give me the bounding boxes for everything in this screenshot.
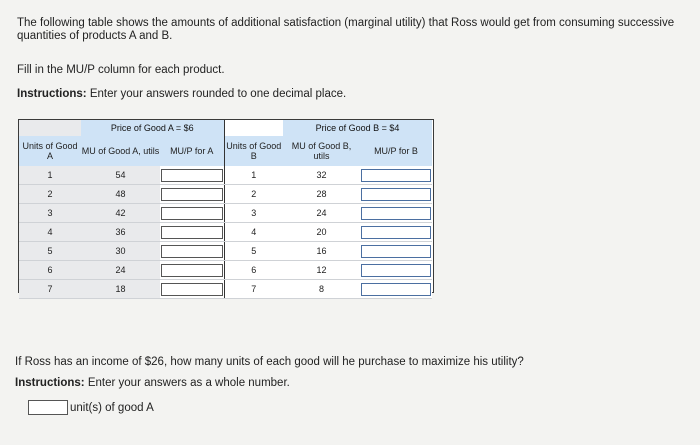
units-b-cell: 6	[224, 261, 283, 280]
mup-a-input[interactable]	[161, 207, 223, 220]
price-b-spacer	[224, 120, 283, 136]
table-row	[19, 185, 432, 204]
table-row	[19, 280, 432, 299]
mup-a-cell	[160, 185, 224, 204]
instructions-1	[17, 88, 346, 100]
mup-b-input[interactable]	[361, 188, 431, 201]
units-a-cell: 3	[19, 204, 81, 223]
question-text: The following table shows the amounts of additional satisfaction (marginal utility) that Ross would get from consuming successive quantities of products A and B.	[17, 17, 675, 42]
mu-b-cell: 24	[283, 204, 360, 223]
mup-b-cell	[360, 223, 432, 242]
mup-a-cell	[160, 166, 224, 185]
table-row	[19, 204, 432, 223]
units-b-cell: 5	[224, 242, 283, 261]
units-good-a-input[interactable]	[28, 400, 68, 415]
mup-b-input[interactable]	[361, 207, 431, 220]
answer-row-good-a	[28, 400, 154, 415]
mup-b-cell	[360, 261, 432, 280]
mu-a-cell: 54	[81, 166, 160, 185]
mu-a-cell: 24	[81, 261, 160, 280]
mup-b-header: MU/P for B	[360, 136, 432, 166]
units-b-header: Units of Good B	[224, 136, 283, 166]
mup-b-cell	[360, 242, 432, 261]
units-b-cell: 1	[224, 166, 283, 185]
mu-b-cell: 16	[283, 242, 360, 261]
ross-question: If Ross has an income of $26, how many units of each good will he purchase to maximize his utility?	[15, 356, 524, 368]
mup-b-cell	[360, 204, 432, 223]
mu-b-cell: 32	[283, 166, 360, 185]
mup-a-cell	[160, 280, 224, 299]
mup-b-cell	[360, 166, 432, 185]
mup-a-input[interactable]	[161, 169, 223, 182]
mup-b-input[interactable]	[361, 245, 431, 258]
mu-a-cell: 48	[81, 185, 160, 204]
mup-b-input[interactable]	[361, 226, 431, 239]
table-row	[19, 166, 432, 185]
mu-b-header: MU of Good B, utils	[283, 136, 360, 166]
mu-b-cell: 20	[283, 223, 360, 242]
table-row	[19, 261, 432, 280]
utility-table	[18, 119, 434, 293]
units-b-cell: 2	[224, 185, 283, 204]
mup-a-input[interactable]	[161, 264, 223, 277]
mu-a-cell: 30	[81, 242, 160, 261]
units-b-cell: 3	[224, 204, 283, 223]
mu-a-cell: 18	[81, 280, 160, 299]
mup-b-cell	[360, 280, 432, 299]
instructions-label-2: Instructions:	[15, 377, 85, 389]
mu-a-cell: 36	[81, 223, 160, 242]
mu-b-cell: 28	[283, 185, 360, 204]
mup-a-cell	[160, 204, 224, 223]
mup-a-cell	[160, 261, 224, 280]
mu-b-cell: 12	[283, 261, 360, 280]
units-b-cell: 7	[224, 280, 283, 299]
instructions-text: Enter your answers rounded to one decimal place.	[89, 88, 347, 100]
units-a-cell: 1	[19, 166, 81, 185]
fill-prompt: Fill in the MU/P column for each product.	[17, 64, 225, 76]
units-a-cell: 7	[19, 280, 81, 299]
instructions-2	[15, 377, 290, 389]
price-b-header: Price of Good B = $4	[283, 120, 432, 136]
mup-b-input[interactable]	[361, 283, 431, 296]
utility-table-grid	[19, 120, 432, 299]
price-a-header: Price of Good A = $6	[81, 120, 224, 136]
mup-b-cell	[360, 185, 432, 204]
instructions-label: Instructions:	[17, 88, 87, 100]
mup-a-cell	[160, 242, 224, 261]
table-row	[19, 223, 432, 242]
table-row	[19, 242, 432, 261]
units-good-a-label: unit(s) of good A	[70, 401, 154, 414]
units-b-cell: 4	[224, 223, 283, 242]
mup-a-header: MU/P for A	[160, 136, 224, 166]
mup-a-cell	[160, 223, 224, 242]
units-a-cell: 5	[19, 242, 81, 261]
price-a-spacer	[19, 120, 81, 136]
mu-a-header: MU of Good A, utils	[81, 136, 160, 166]
units-a-cell: 4	[19, 223, 81, 242]
units-a-cell: 2	[19, 185, 81, 204]
mu-b-cell: 8	[283, 280, 360, 299]
instructions-text-2: Enter your answers as a whole number.	[87, 377, 290, 389]
mup-a-input[interactable]	[161, 283, 223, 296]
mup-a-input[interactable]	[161, 245, 223, 258]
units-a-cell: 6	[19, 261, 81, 280]
mu-a-cell: 42	[81, 204, 160, 223]
mup-b-input[interactable]	[361, 264, 431, 277]
mup-a-input[interactable]	[161, 226, 223, 239]
mup-b-input[interactable]	[361, 169, 431, 182]
mup-a-input[interactable]	[161, 188, 223, 201]
units-a-header: Units of Good A	[19, 136, 81, 166]
